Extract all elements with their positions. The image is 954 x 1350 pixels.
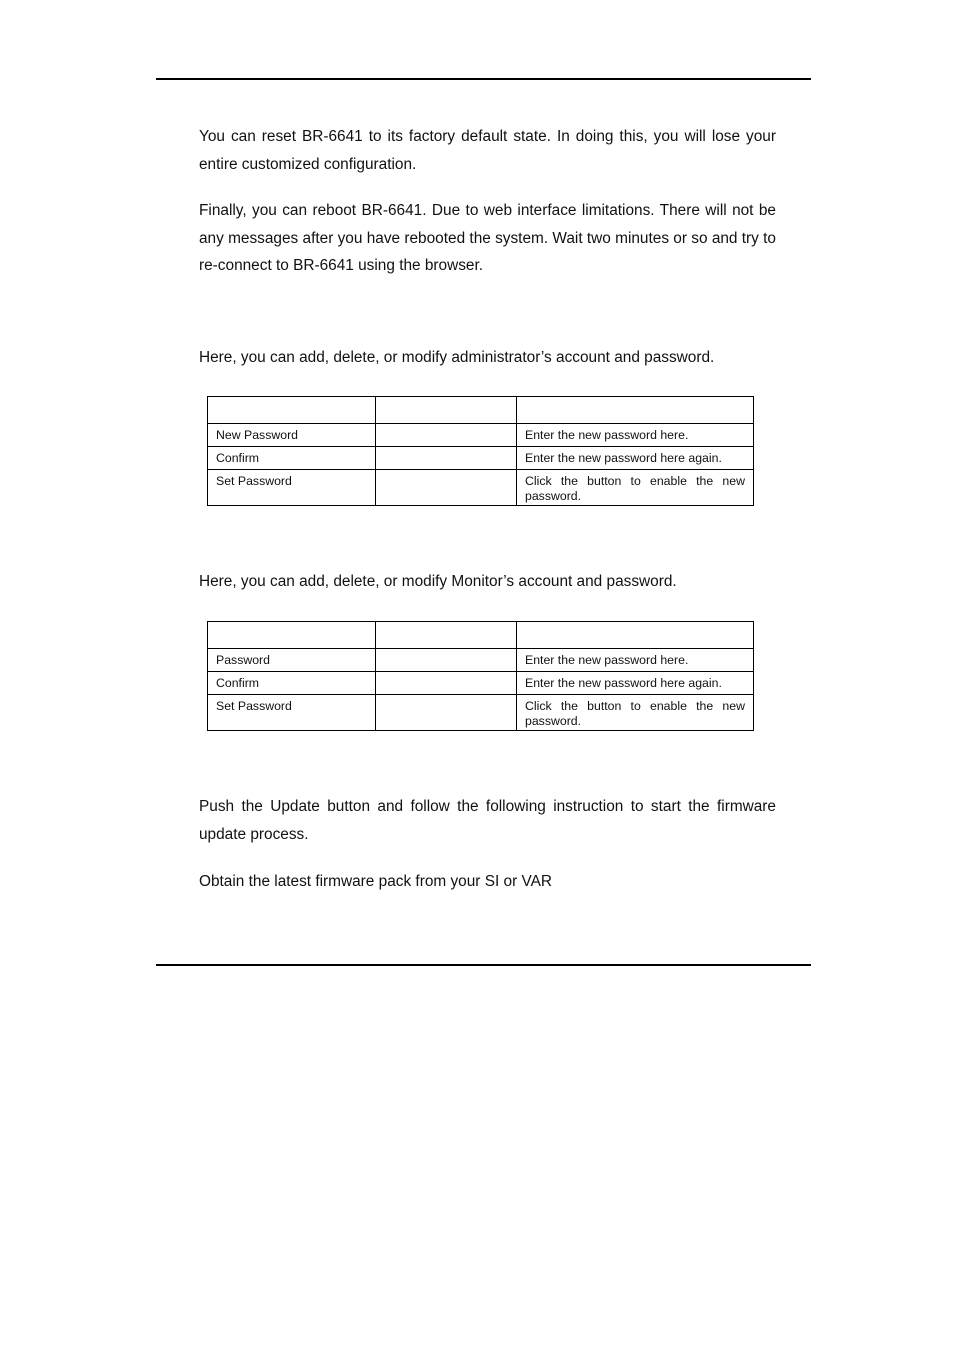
- table-header-row: [208, 622, 754, 649]
- table-header-cell: [208, 622, 376, 649]
- table-header-cell: [376, 622, 517, 649]
- table-header-cell: [376, 397, 517, 424]
- field-value-cell: [376, 447, 517, 470]
- update-intro-paragraph: Push the Update button and follow the following instruction to start the firmware update process.: [199, 798, 776, 843]
- header-rule: [156, 78, 811, 80]
- field-description-cell: Click the button to enable the new password.: [517, 695, 754, 731]
- table-row: [208, 424, 754, 447]
- field-description-cell: Enter the new password here again.: [517, 447, 754, 470]
- field-description-cell: Enter the new password here.: [517, 649, 754, 672]
- table-header-cell: [517, 397, 754, 424]
- table-header-cell: [208, 397, 376, 424]
- field-description-cell: Enter the new password here again.: [517, 672, 754, 695]
- reset-paragraph: You can reset BR-6641 to its factory default state. In doing this, you will lose your entire customized configuration.: [199, 128, 776, 173]
- monitor-password-table: [207, 621, 754, 731]
- field-description-cell: Enter the new password here.: [517, 424, 754, 447]
- field-value-cell: [376, 672, 517, 695]
- field-value-cell: [376, 424, 517, 447]
- obtain-firmware-paragraph: Obtain the latest firmware pack from your SI or VAR: [199, 873, 552, 890]
- field-name-cell: Set Password: [208, 695, 376, 731]
- field-name-cell: Confirm: [208, 672, 376, 695]
- table-row: [208, 672, 754, 695]
- monitor-intro-paragraph: Here, you can add, delete, or modify Monitor’s account and password.: [199, 573, 677, 590]
- field-value-cell: [376, 470, 517, 506]
- field-name-cell: New Password: [208, 424, 376, 447]
- admin-intro-paragraph: Here, you can add, delete, or modify administrator’s account and password.: [199, 349, 715, 366]
- table-header-cell: [517, 622, 754, 649]
- table-row: [208, 470, 754, 506]
- table-header-row: [208, 397, 754, 424]
- field-description-cell: Click the button to enable the new password.: [517, 470, 754, 506]
- table-row: [208, 649, 754, 672]
- table-row: [208, 695, 754, 731]
- reboot-paragraph: Finally, you can reboot BR-6641. Due to web interface limitations. There will not be any messages after you have rebooted the system. Wait two minutes or so and try to re-connect to BR-6641 using the browser.: [199, 202, 776, 274]
- field-name-cell: Confirm: [208, 447, 376, 470]
- admin-password-table: [207, 396, 754, 506]
- footer-rule: [156, 964, 811, 966]
- table-row: [208, 447, 754, 470]
- field-value-cell: [376, 695, 517, 731]
- field-name-cell: Set Password: [208, 470, 376, 506]
- field-value-cell: [376, 649, 517, 672]
- field-name-cell: Password: [208, 649, 376, 672]
